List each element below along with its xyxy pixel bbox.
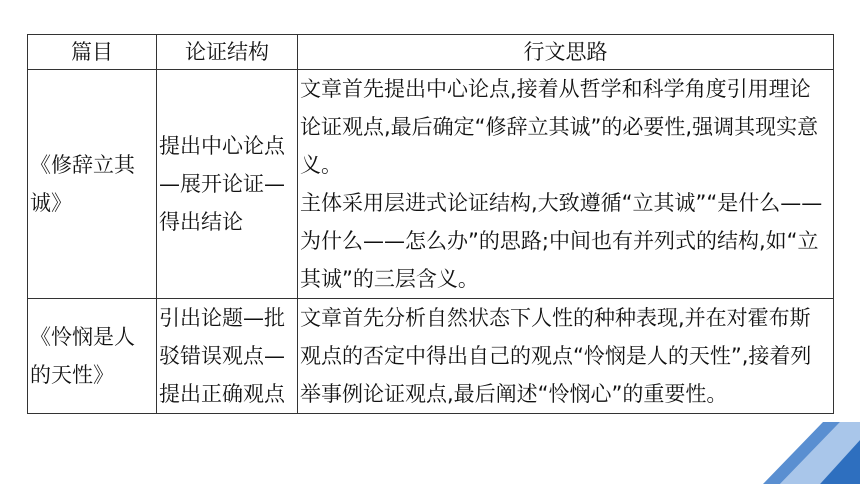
row-structure: 引出论题—批驳错误观点—提出正确观点 (157, 299, 298, 414)
row-ideas (298, 70, 834, 299)
corner-decoration (725, 422, 860, 484)
row-structure: 提出中心论点—展开论证—得出结论 (157, 70, 298, 299)
header-ideas: 行文思路 (298, 35, 834, 70)
row-ideas (298, 299, 834, 414)
argument-structure-table (27, 34, 834, 414)
idea-paragraph: 主体采用层进式论证结构,大致遵循“立其诚”“是什么——为什么——怎么办”的思路;中间也有并列式的结构,如“立其诚”的三层含义。 (300, 191, 823, 291)
idea-paragraph: 文章首先提出中心论点,接着从哲学和科学角度引用理论论证观点,最后确定“修辞立其诚”的必要性,强调其现实意义。 (300, 77, 819, 177)
header-title: 篇目 (28, 35, 157, 70)
idea-paragraph: 文章首先分析自然状态下人性的种种表现,并在对霍布斯观点的否定中得出自己的观点“怜悯是人的天性”,接着列举事例论证观点,最后阐述“怜悯心”的重要性。 (300, 306, 812, 406)
table-row (28, 299, 834, 414)
header-structure: 论证结构 (157, 35, 298, 70)
table-row (28, 70, 834, 299)
table-header-row (28, 35, 834, 70)
row-title: 《修辞立其诚》 (28, 70, 157, 299)
row-title: 《怜悯是人的天性》 (28, 299, 157, 414)
